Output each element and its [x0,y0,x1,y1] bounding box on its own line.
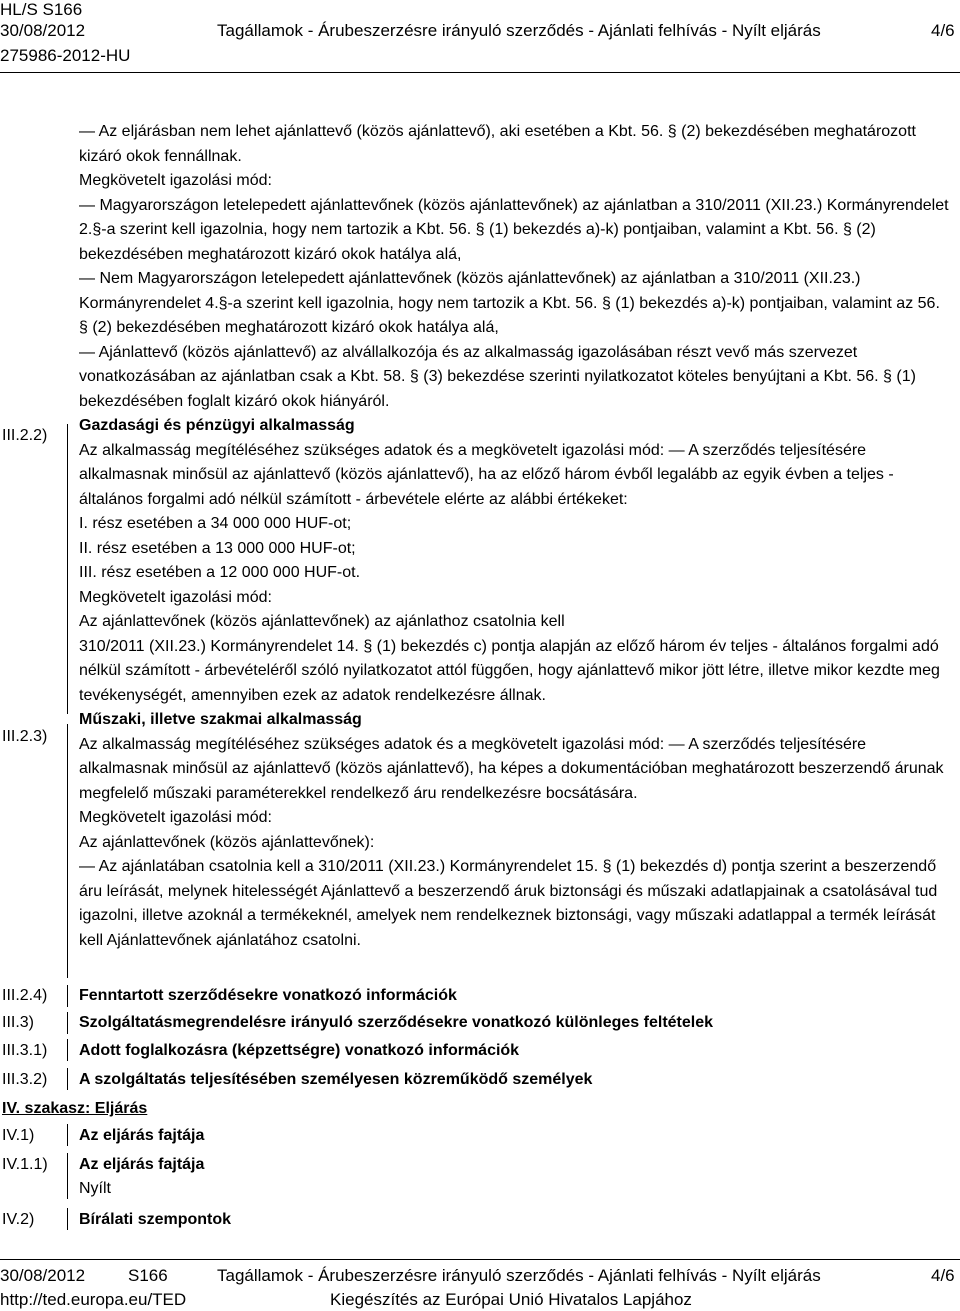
section-title: Fenntartott szerződésekre vonatkozó információk [79,987,457,1004]
section-bar [67,424,68,714]
foreign-bidder-paragraph: — Nem Magyarországon letelepedett ajánlattevőnek (közös ajánlattevőnek) az ajánlatban a 310/2011 (XII.23.) Kormányrendelet 4.§-a szerint kell igazolnia, hogy nem tartozik a Kbt. 56. § (1) bekezdés a)-k) pontjaiban, valamint az 56. § (2) bekezdésében meghatározott kizáró okok hatálya alá, [79,270,940,336]
hungarian-bidder-paragraph: — Magyarországon letelepedett ajánlattevőnek (közös ajánlattevőnek) az ajánlatban a 310/2011 (XII.23.) Kormányrendelet 2.§-a szerint kell igazolnia, hogy nem tartozik a Kbt. 56. § (1) bekezdés a)-k) pontjaiban, valamint a Kbt. 56. § (2) bekezdésében meghatározott kizáró okok hatálya alá, [79,196,949,263]
technical-proof-text: Az ajánlattevőnek (közös ajánlattevőnek): [79,833,375,851]
document-body [79,120,951,953]
section-number: III.2.4) [2,987,48,1004]
footer-page-number: 4/6 [931,1266,955,1285]
section-number: IV.2) [2,1211,35,1228]
section-number: IV.1.1) [2,1156,48,1173]
section-title: Bírálati szempontok [79,1211,232,1228]
section-number: III.3.2) [2,1071,48,1088]
section-title-technical: Műszaki, illetve szakmai alkalmasság [79,711,362,728]
section-bar [67,1012,68,1034]
section-number: III.3.1) [2,1042,48,1059]
footer-date: 30/08/2012 [0,1266,86,1285]
section-number: IV.1) [2,1127,35,1144]
economic-proof-text: Az ajánlattevőnek (közös ajánlattevőnek) az ajánlathoz csatolnia kell [79,613,565,630]
section-title: Az eljárás fajtája [79,1156,205,1173]
section-bar [67,1068,68,1090]
proof-method-label: Megkövetelt igazolási mód: [79,172,272,189]
section-bar [67,1124,68,1146]
section-bar [67,1039,68,1061]
economic-item-3: III. rész esetében a 12 000 000 HUF-ot. [79,564,361,581]
section-bar [67,724,68,978]
section-bar [67,1153,68,1199]
technical-proof-label: Megkövetelt igazolási mód: [79,809,272,826]
section-title: Szolgáltatásmegrendelésre irányuló szerződésekre vonatkozó különleges feltételek [79,1014,714,1031]
section-title: A szolgáltatás teljesítésében személyesen közreműködő személyek [79,1071,593,1088]
footer-issue: S166 [128,1266,168,1285]
header-date: 30/08/2012 [0,21,86,40]
section-number: III.2.3) [2,728,48,745]
footer-title: Tagállamok - Árubeszerzésre irányuló szerződés - Ajánlati felhívás - Nyílt eljárás [217,1266,821,1285]
economic-item-2: II. rész esetében a 13 000 000 HUF-ot; [79,539,356,557]
part-heading: IV. szakasz: Eljárás [2,1100,148,1117]
section-title: Az eljárás fajtája [79,1127,205,1144]
footer-supplement: Kiegészítés az Európai Unió Hivatalos Lapjához [330,1290,692,1309]
footer-rule [0,1259,960,1260]
section-number: III.3) [2,1014,35,1031]
technical-paragraph: Az alkalmasság megítéléséhez szükséges adatok és a megkövetelt igazolási mód: — A szerződés teljesítésére alkalmasnak minősül az ajánlattevő (közös ajánlattevő), ha képes a dokumentációban meghatározott beszerzendő árunak megfelelő műszaki paraméterekkel rendelkező áru rendelkezésre bocsátására. [79,735,944,802]
economic-proof-label: Megkövetelt igazolási mód: [79,588,272,606]
procedure-type-value: Nyílt [79,1180,111,1197]
economic-paragraph: Az alkalmasság megítéléséhez szükséges adatok és a megkövetelt igazolási mód: — A szerződés teljesítésére alkalmasnak minősül az ajánlattevő (közös ajánlattevő), ha az előző három évből legalább az egyik évben a teljes - általános forgalmi adó nélkül számított - árbevétele elérte az alábbi értékeket: [79,441,894,508]
economic-item-1: I. rész esetében a 34 000 000 HUF-ot; [79,515,352,532]
exclusion-paragraph: — Az eljárásban nem lehet ajánlattevő (közös ajánlattevő), aki esetében a Kbt. 56. § (2) bekezdésében meghatározott kizáró okok fennállnak. [79,123,916,165]
section-title: Adott foglalkozásra (képzettségre) vonatkozó információk [79,1042,520,1059]
technical-proof-detail: — Az ajánlatában csatolnia kell a 310/2011 (XII.23.) Kormányrendelet 15. § (1) bekezdés d) pontja szerint a beszerzendő áru leírását, melynek hitelességét Ajánlattevő a beszerzendő áruk biztonsági és műszaki adatlapjainak a csatolásával tud igazolni, illetve azoknál a termékeknél, amelyek nem rendelkeznek biztonsági, vagy műszaki adatlappal a termék leírását kell Ajánlattevőnek ajánlatához csatolni. [79,858,938,949]
economic-proof-detail: 310/2011 (XII.23.) Kormányrendelet 14. § (1) bekezdés c) pontja alapján az előző három év teljes - általános forgalmi adó nélkül számított - árbevételéről szóló nyilatkozatot attól függően, hogy ajánlattevő mikor jött létre, illetve mikor kezdte meg tevékenységét, amennyiben ezek az adatok rendelkezésre állnak. [79,637,940,704]
section-title-economic: Gazdasági és pénzügyi alkalmasság [79,417,355,434]
header-page-number: 4/6 [931,21,955,40]
header-rule [0,72,960,73]
header-notice-number: 275986-2012-HU [0,46,131,65]
subcontractor-paragraph: — Ajánlattevő (közös ajánlattevő) az alvállalkozója és az alkalmasság igazolásában részt vevő más szervezet vonatkozásában az ajánlatban csak a Kbt. 58. § (3) bekezdése szerinti nyilatkozatot köteles benyújtani a Kbt. 56. § (1) bekezdésében foglalt kizáró okok hiányáról. [79,343,916,410]
section-bar [67,1208,68,1230]
header-title: Tagállamok - Árubeszerzésre irányuló szerződés - Ajánlati felhívás - Nyílt eljárás [217,21,821,40]
section-bar [67,985,68,1007]
header-doc-id: HL/S S166 [0,0,83,19]
footer-url[interactable]: http://ted.europa.eu/TED [0,1290,187,1309]
section-number: III.2.2) [2,427,48,444]
